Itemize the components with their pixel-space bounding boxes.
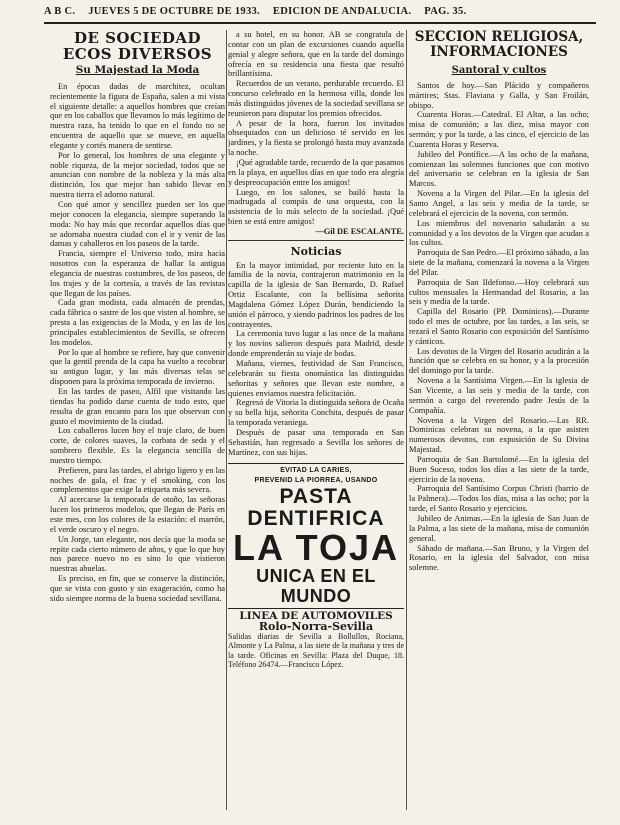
ad-line-2: PREVENID LA PIORREA, USANDO (254, 477, 378, 485)
religious-paragraph: Parroquia de San Bartolomé.—En la iglesia del Buen Suceso, todos los días a las siete de la tarde, ejercicio de la novena. (409, 454, 589, 484)
middle-body (228, 30, 404, 227)
article-paragraph: Es preciso, en fin, que se conserve la distinción, que se vista con gusto y sin exageración, como ha sido siempre norma de la buena sociedad sevillana. (50, 574, 225, 603)
article-paragraph: En las tardes de paseo, Alfil que visitando las tiendas ha podido darse cuenta de todo esto, que resulta de gran encanto para los que observan con gusto el movimiento de la ciudad. (50, 387, 225, 426)
article-paragraph: Los caballeros lucen hoy el traje claro, de buen corte, de colores suaves, la corbata de seda y el sombrero flexible. Es la elegancia sencilla de nuestro tiempo. (50, 426, 225, 465)
article-paragraph: A pesar de la hora, fueron los invitados obsequiados con un delicioso té servido en los jardines, y la fiesta se prolongó hasta muy avanzada la noche. (228, 118, 404, 158)
religious-paragraph: Novena a la Virgen del Rosario.—Las RR. Dominicas celebran su novena, a la que asisten numerosos devotos, con exposición de Su Divina Majestad. (409, 415, 589, 455)
article-paragraph: Recuerdos de un verano, perdurable recuerdo. El concurso celebrado en la hermosa villa, donde los más distinguidos jóvenes de la sociedad sevillana se reunieron para disputar los premios ofrecidos. (228, 79, 404, 118)
paper-name: A B C. (44, 6, 76, 17)
religious-paragraph: Novena a la Santísima Virgen.—En la iglesia de San Vicente, a las seis y media de la tarde, con sermón a cargo del reverendo padre Jesús de la Compañía. (409, 376, 589, 415)
news-paragraph: En la mayor intimidad, por reciente luto en la familia de la novia, contrajeron matrimonio en la capilla de la iglesia de San Bernardo, D. Rafael Ortiz Escalante, con la bellísima señorita Magdalena Gómez López Durán, bendiciendo la unión el párroco, y siendo padrinos los padres de los contrayentes. (228, 260, 404, 329)
bus-ad-route: Rolo-Norra-Sevilla (258, 619, 374, 633)
religious-paragraph: Los devotos de la Virgen del Rosario acudirán a la función que se celebra en su honor, y a la procesión del domingo por la tarde. (409, 346, 589, 376)
noticias-body (228, 261, 404, 458)
news-paragraph: La ceremonia tuvo lugar a las once de la mañana y los novios salieron después para Madrid, desde donde emprenderán su viaje de bodas. (228, 329, 404, 359)
society-body (50, 82, 225, 604)
ad-pasta: PASTA DENTIFRICA (247, 485, 385, 531)
article-paragraph: Cada gran modista, cada almacén de prendas, cada fábrica o sastre de los que visten al hombre, se presta a las exigencias de la Moda, y en las de los principales establecimientos de Sevilla, se ofrecen los modelos. (50, 298, 225, 347)
news-paragraph: Mañana, viernes, festividad de San Francisco, celebrarán su fiesta onomástica las distinguidas señoritas y señores que llevan este nombre, a quienes enviamos nuestra felicitación. (228, 359, 404, 398)
religious-title-1: SECCION RELIGIOSA, (414, 30, 584, 45)
religious-paragraph: Novena a la Virgen del Pilar.—En la iglesia del Santo Angel, a las seis y media de la tarde, se celebrará el ejercicio de la novena, con sermón. (409, 189, 589, 218)
article-paragraph: Al acercarse la temporada de otoño, las señoras lucen los primeros modelos, que llegan de París en este mes, con los colores de la estación: el marrón, el verde oscuro y el negro. (50, 495, 225, 534)
religious-paragraph: Parroquia del Santísimo Corpus Christi (barrio de la Palmera).—Todos los días, misa a las ocho; por la tarde, el Santo Rosario y ejercicios. (409, 484, 589, 514)
society-subtitle: Su Majestad la Moda (75, 64, 200, 76)
toothpaste-ad (228, 463, 404, 609)
noticias-title: Noticias (290, 244, 342, 258)
article-paragraph: Prefieren, para las tardes, el abrigo ligero y en las noches de gala, el frac y el smoking, con los complementos que exige la etiqueta más severa. (50, 465, 225, 495)
middle-column (228, 30, 404, 818)
religious-paragraph: Los miembros del novenario saludarán a su comunidad y a los devotos de la Virgen que acudan a los cultos. (409, 218, 589, 248)
ad-brand: LA TOJA (232, 527, 399, 569)
article-paragraph: Por lo que al hombre se refiere, hay que convenir que la gentil prenda de la capa ha vuelto a recobrar su antiguo lugar, y las más diversas telas se disponen para la próxima temporada de invierno. (50, 347, 225, 387)
religious-paragraph: Parroquia de San Pedro.—El próximo sábado, a las siete de la mañana, comenzará la novena a la Virgen del Pilar. (409, 248, 589, 277)
column-divider-2 (406, 30, 407, 810)
bus-ad-title: LINEA DE AUTOMOVILES (239, 610, 393, 623)
article-paragraph: En épocas dadas de marchitez, ocultan recientemente la figura de España, salen a mi vista el siguiente detalle: a aquellos hombres que creían que en los caballos que llevamos lo más legítimo de nuestra raza, ha tenido lo que en el fondo no se encuentra de aquello que se mueve, en aquella elegante y cortés manera de sentirse. (50, 81, 225, 150)
religious-title-2: INFORMACIONES (430, 44, 568, 60)
ad-unica: UNICA EN EL MUNDO (256, 566, 376, 607)
religious-paragraph: Jubileo de Animas.—En la iglesia de San Juan de la Palma, a las siete de la mañana, misa de comunión general. (409, 513, 589, 543)
religious-subtitle: Santoral y cultos (451, 65, 547, 76)
society-title-2: ECOS DIVERSOS (62, 45, 213, 63)
article-paragraph: ¡Qué agradable tarde, recuerdo de la que pasamos en la playa, en aquellos días en que todo era alegría y despreocupación entre los amigos! (228, 157, 404, 187)
religious-paragraph: Capilla del Rosario (PP. Dominicos).—Durante todo el mes de octubre, por las tardes, a las seis, se rezará el Santo Rosario con exposición del Santísimo y cánticos. (409, 307, 589, 346)
article-paragraph: a su hotel, en su honor. AB se congratula de contar con un plan de excursiones cuando aquella genial y alegre señora, que en la tarde del domingo ofrecía en su residencia una fiesta que resultó brillantísima. (228, 30, 404, 79)
article-paragraph: Por lo general, los hombres de una elegante y noble riqueza, de la mejor sociedad, todos que se anuncian con nombre de la nobleza y la más alta distinción, los que mejor han sabido llevar en nuestra tierra el adorno natural. (50, 150, 225, 200)
religious-paragraph: Jubileo del Pontífice.—A las ocho de la mañana, comienzan las solemnes funciones que con motivo del aniversario se celebran en la iglesia de San Marcos. (409, 149, 589, 189)
news-paragraph: Después de pasar una temporada en San Sebastián, han regresado a Sevilla los señores de Martínez, con sus hijas. (228, 427, 404, 457)
article-paragraph: Francia, siempre el Universo todo, mira hacia nosotros con la esperanza de hallar la antigua elegancia de nuestras costumbres, de los paseos, de los trajes y de la cortesía, a través de las revistas que llegan de los países. (50, 249, 225, 298)
author-byline: —Gil DE ESCALANTE. (315, 226, 404, 236)
society-column (50, 30, 225, 818)
article-paragraph: Con qué amor y sencillez pueden ser los que mejor conocen la elegancia, siempre superando la moda: No hay más que recordar aquellos días que se adornaba nuestra ciudad con el ir y venir de las damas y caballeros en los paseos de la tarde. (50, 199, 225, 249)
news-paragraph: Regresó de Vitoria la distinguida señora de Ocaña y su bella hija, señorita Conchita, después de pasar la temporada veraniega. (228, 398, 404, 428)
article-paragraph: Luego, en los salones, se bailó hasta la madrugada al compás de una orquesta, con la asistencia de lo más selecto de la sociedad. ¡Qué bien se está entre amigos! (228, 187, 404, 227)
bus-line-ad (228, 612, 404, 670)
page-header (44, 6, 596, 22)
religious-paragraph: Sábado de mañana.—San Bruno, y la Virgen del Rosario, en la iglesia del Salvador, con misa solemne. (409, 543, 589, 573)
ad-line-1: EVITAD LA CARIES, (280, 467, 352, 475)
issue-date: JUEVES 5 DE OCTUBRE DE 1933. (88, 6, 260, 17)
section-rule (228, 240, 404, 241)
religious-body (409, 81, 589, 573)
header-rule (44, 22, 596, 24)
column-divider-1 (226, 30, 227, 810)
edition-name: EDICION DE ANDALUCIA. (272, 6, 412, 17)
religious-column (409, 30, 589, 818)
religious-paragraph: Parroquia de San Ildefonso.—Hoy celebrará sus cultos mensuales la Hermandad del Rosario, a las seis y media de la tarde. (409, 277, 589, 307)
page-number: PAG. 35. (424, 6, 467, 17)
article-paragraph: Un Jorge, tan elegante, nos decía que la moda se repite cada cierto número de años, y que lo que hoy nos parece nuevo no es sino lo que vistieron nuestras abuelas. (50, 534, 225, 574)
bus-ad-text: Salidas diarias de Sevilla a Bollullos, Rociana, Almonte y La Palma, a las siete de la mañana y tres de la tarde. Oficinas en Sevilla: Plaza del Duque, 18. Teléfono 26474.—Francisco López. (228, 631, 404, 670)
society-title-1: DE SOCIEDAD (73, 30, 202, 47)
religious-paragraph: Cuarenta Horas.—Catedral. El Altar, a las ocho; misa de comunión; a las diez, misa mayor con sermón; y por la tarde, a las cinco, el ejercicio de las Cuarenta Horas y Reserva. (409, 110, 589, 149)
religious-paragraph: Santos de hoy.—San Plácido y compañeros mártires; Stas. Flaviana y Galla, y San Froilán, obispo. (409, 80, 589, 110)
